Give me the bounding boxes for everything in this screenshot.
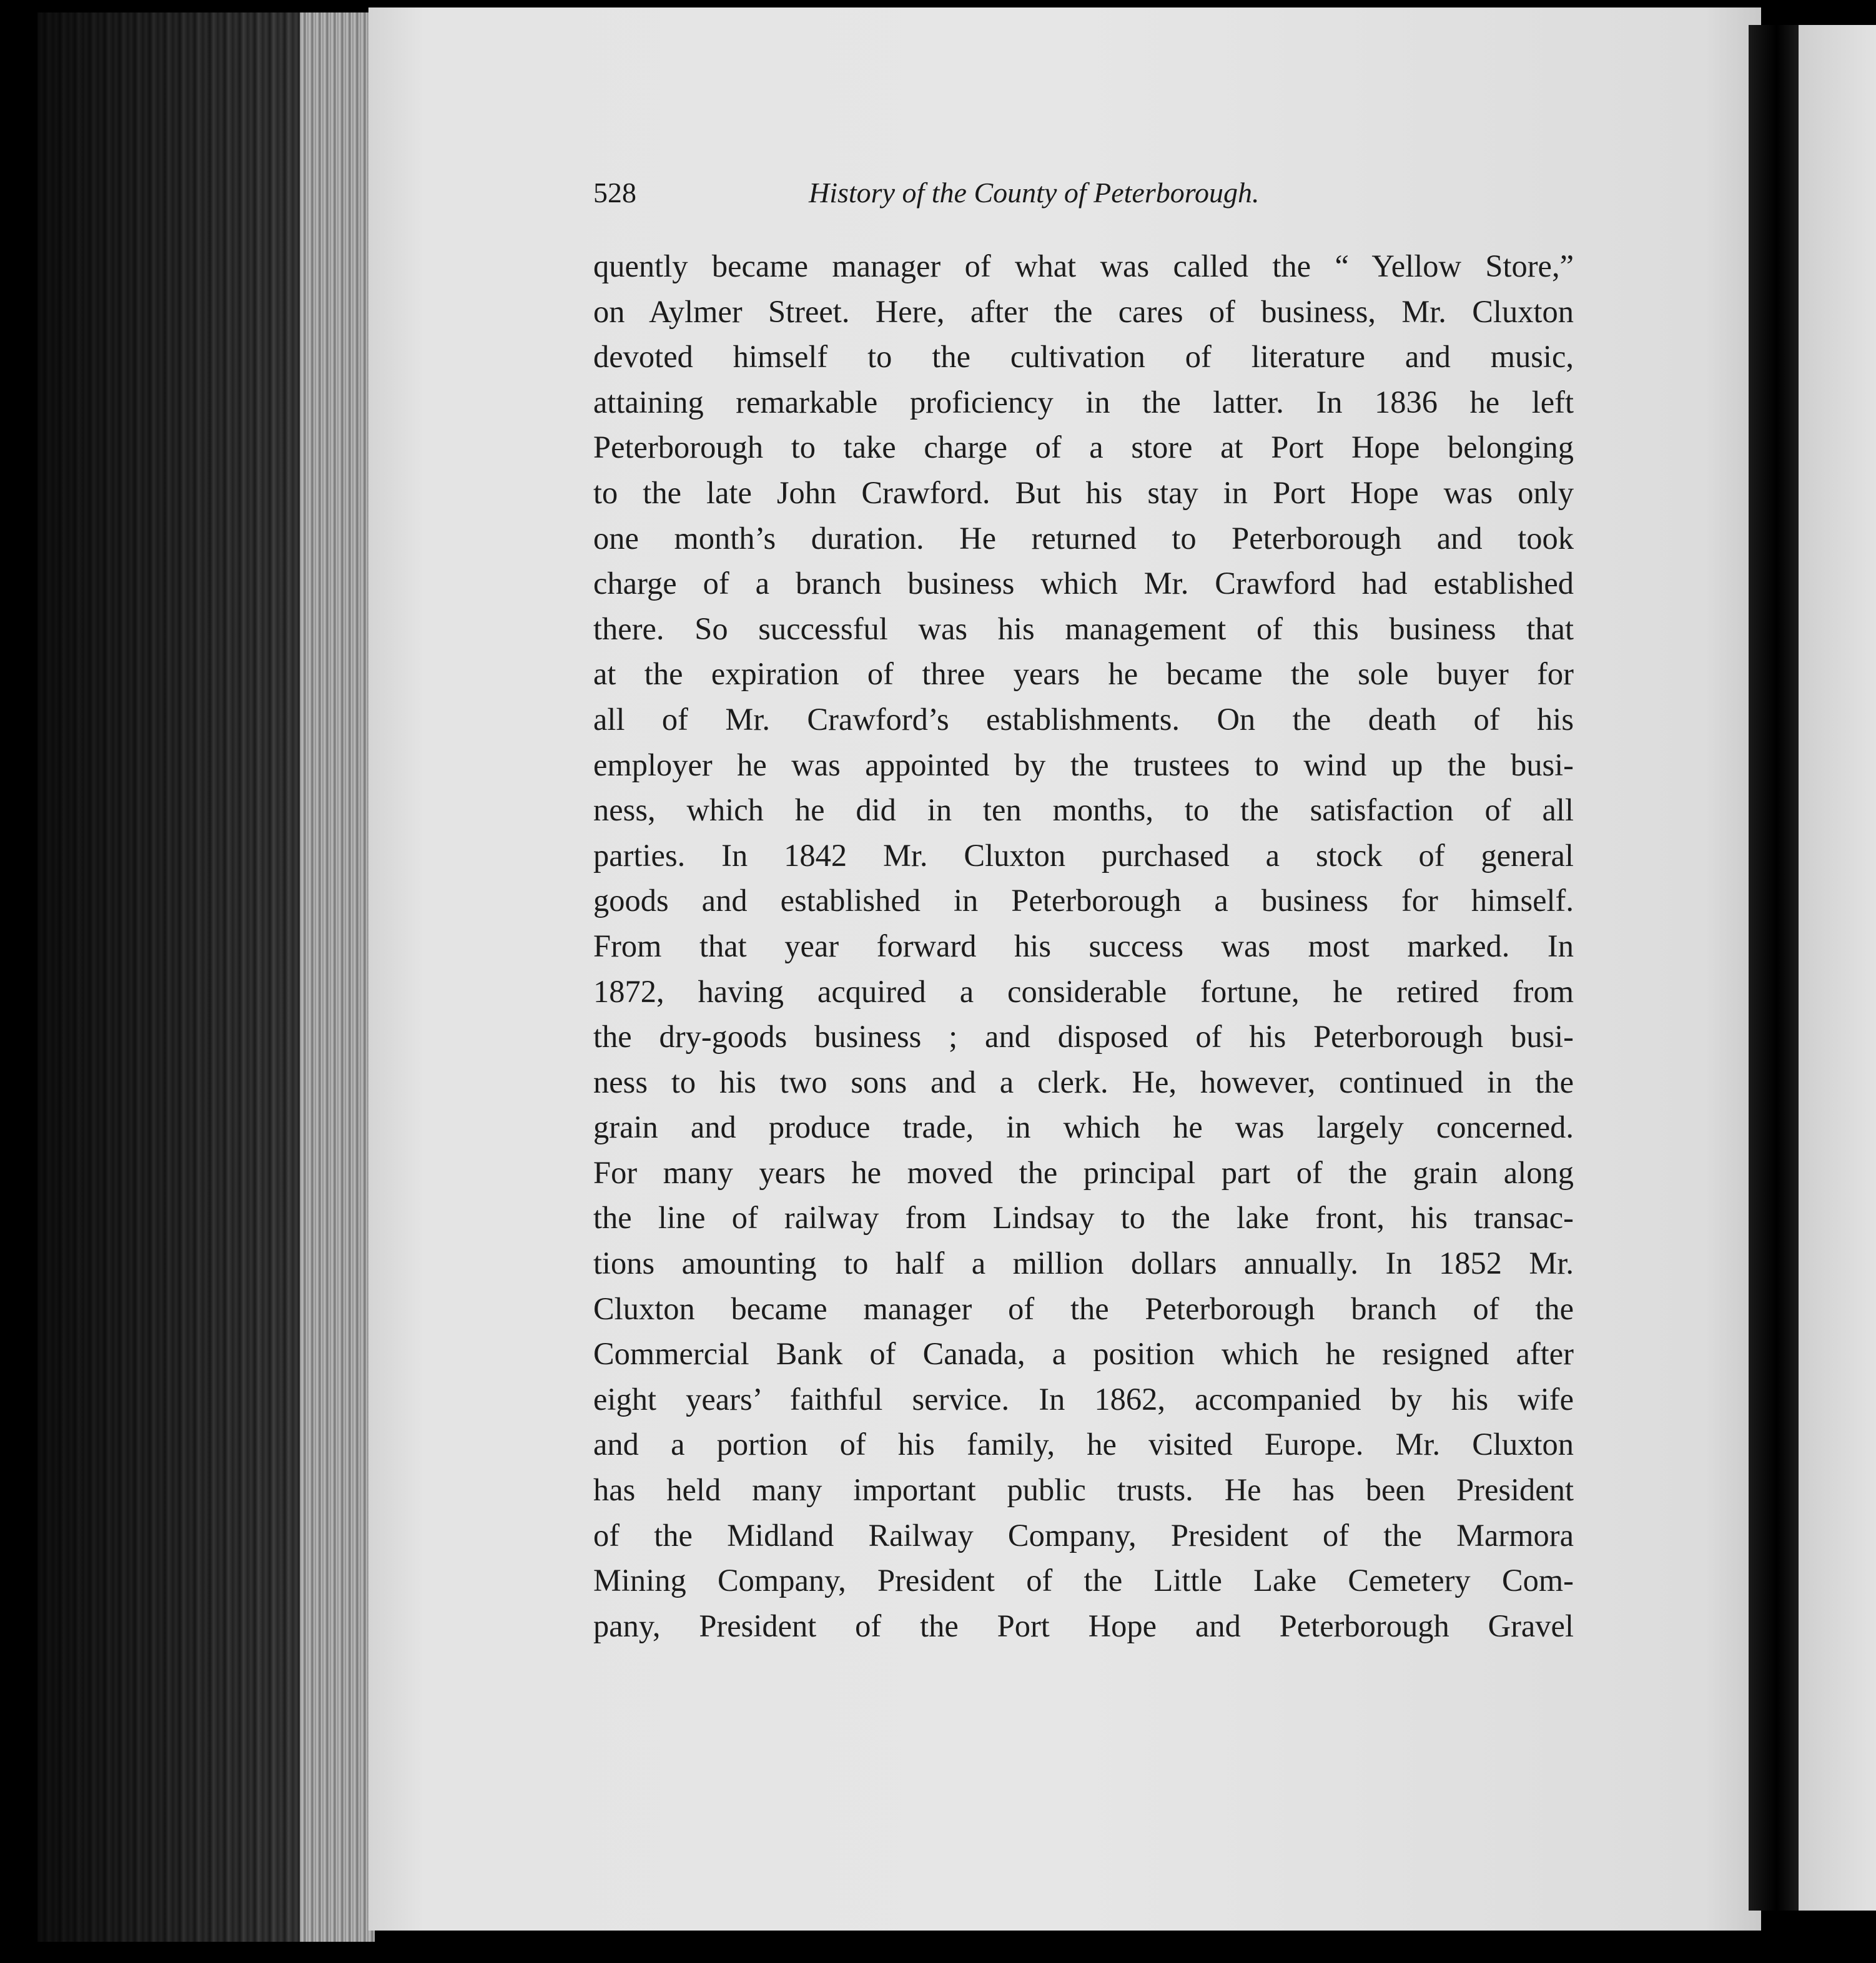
text-line: attaining remarkable proficiency in the latter. In 1836 he left — [593, 384, 1574, 420]
page-number: 528 — [593, 177, 636, 209]
text-line: For many years he moved the principal part of the grain along — [593, 1154, 1574, 1190]
text-line: tions amounting to half a million dollars annually. In 1852 Mr. — [593, 1246, 1574, 1281]
text-line: ness to his two sons and a clerk. He, however, continued in the — [593, 1064, 1574, 1100]
text-line: goods and established in Peterborough a business for himself. — [593, 883, 1574, 918]
text-line: on Aylmer Street. Here, after the cares of business, Mr. Cluxton — [593, 293, 1574, 329]
text-line: the dry-goods business ; and disposed of his Peterborough busi- — [593, 1019, 1574, 1055]
text-line: at the expiration of three years he became the sole buyer for — [593, 656, 1574, 692]
text-line: 1872, having acquired a considerable fortune, he retired from — [593, 973, 1574, 1009]
text-line: of the Midland Railway Company, President of the Marmora — [593, 1517, 1574, 1553]
text-line: eight years’ faithful service. In 1862, accompanied by his wife — [593, 1381, 1574, 1417]
running-title: History of the County of Peterborough. — [809, 177, 1260, 209]
text-line: Peterborough to take charge of a store at Port Hope belonging — [593, 430, 1574, 465]
text-line: Commercial Bank of Canada, a position which he resigned after — [593, 1336, 1574, 1372]
text-line: devoted himself to the cultivation of literature and music, — [593, 339, 1574, 375]
book-gutter — [1749, 25, 1805, 1911]
text-line: has held many important public trusts. He has been President — [593, 1472, 1574, 1508]
text-line: all of Mr. Crawford’s establishments. On the death of his — [593, 701, 1574, 737]
text-line: ness, which he did in ten months, to the satisfaction of all — [593, 792, 1574, 828]
text-line: pany, President of the Port Hope and Peterborough Gravel — [593, 1608, 1574, 1643]
text-line: From that year forward his success was most marked. In — [593, 928, 1574, 963]
text-line: and a portion of his family, he visited Europe. Mr. Cluxton — [593, 1427, 1574, 1462]
text-line: to the late John Crawford. But his stay in Port Hope was only — [593, 475, 1574, 510]
text-line: quently became manager of what was called the “ Yellow Store,” — [593, 248, 1574, 283]
page-edges — [37, 12, 375, 1942]
text-line: the line of railway from Lindsay to the lake front, his transac- — [593, 1200, 1574, 1236]
running-header — [593, 176, 1374, 220]
text-line: Mining Company, President of the Little Lake Cemetery Com- — [593, 1563, 1574, 1598]
text-line: charge of a branch business which Mr. Crawford had established — [593, 566, 1574, 601]
body-text — [593, 244, 1574, 1648]
text-line: Cluxton became manager of the Peterborough branch of the — [593, 1291, 1574, 1326]
text-line: employer he was appointed by the trustees to wind up the busi- — [593, 747, 1574, 782]
facing-page-edge — [1799, 25, 1876, 1911]
text-line: grain and produce trade, in which he was largely concerned. — [593, 1109, 1574, 1145]
text-line: one month’s duration. He returned to Peterborough and took — [593, 520, 1574, 556]
text-line: there. So successful was his management of this business that — [593, 611, 1574, 646]
text-line: parties. In 1842 Mr. Cluxton purchased a stock of general — [593, 837, 1574, 873]
